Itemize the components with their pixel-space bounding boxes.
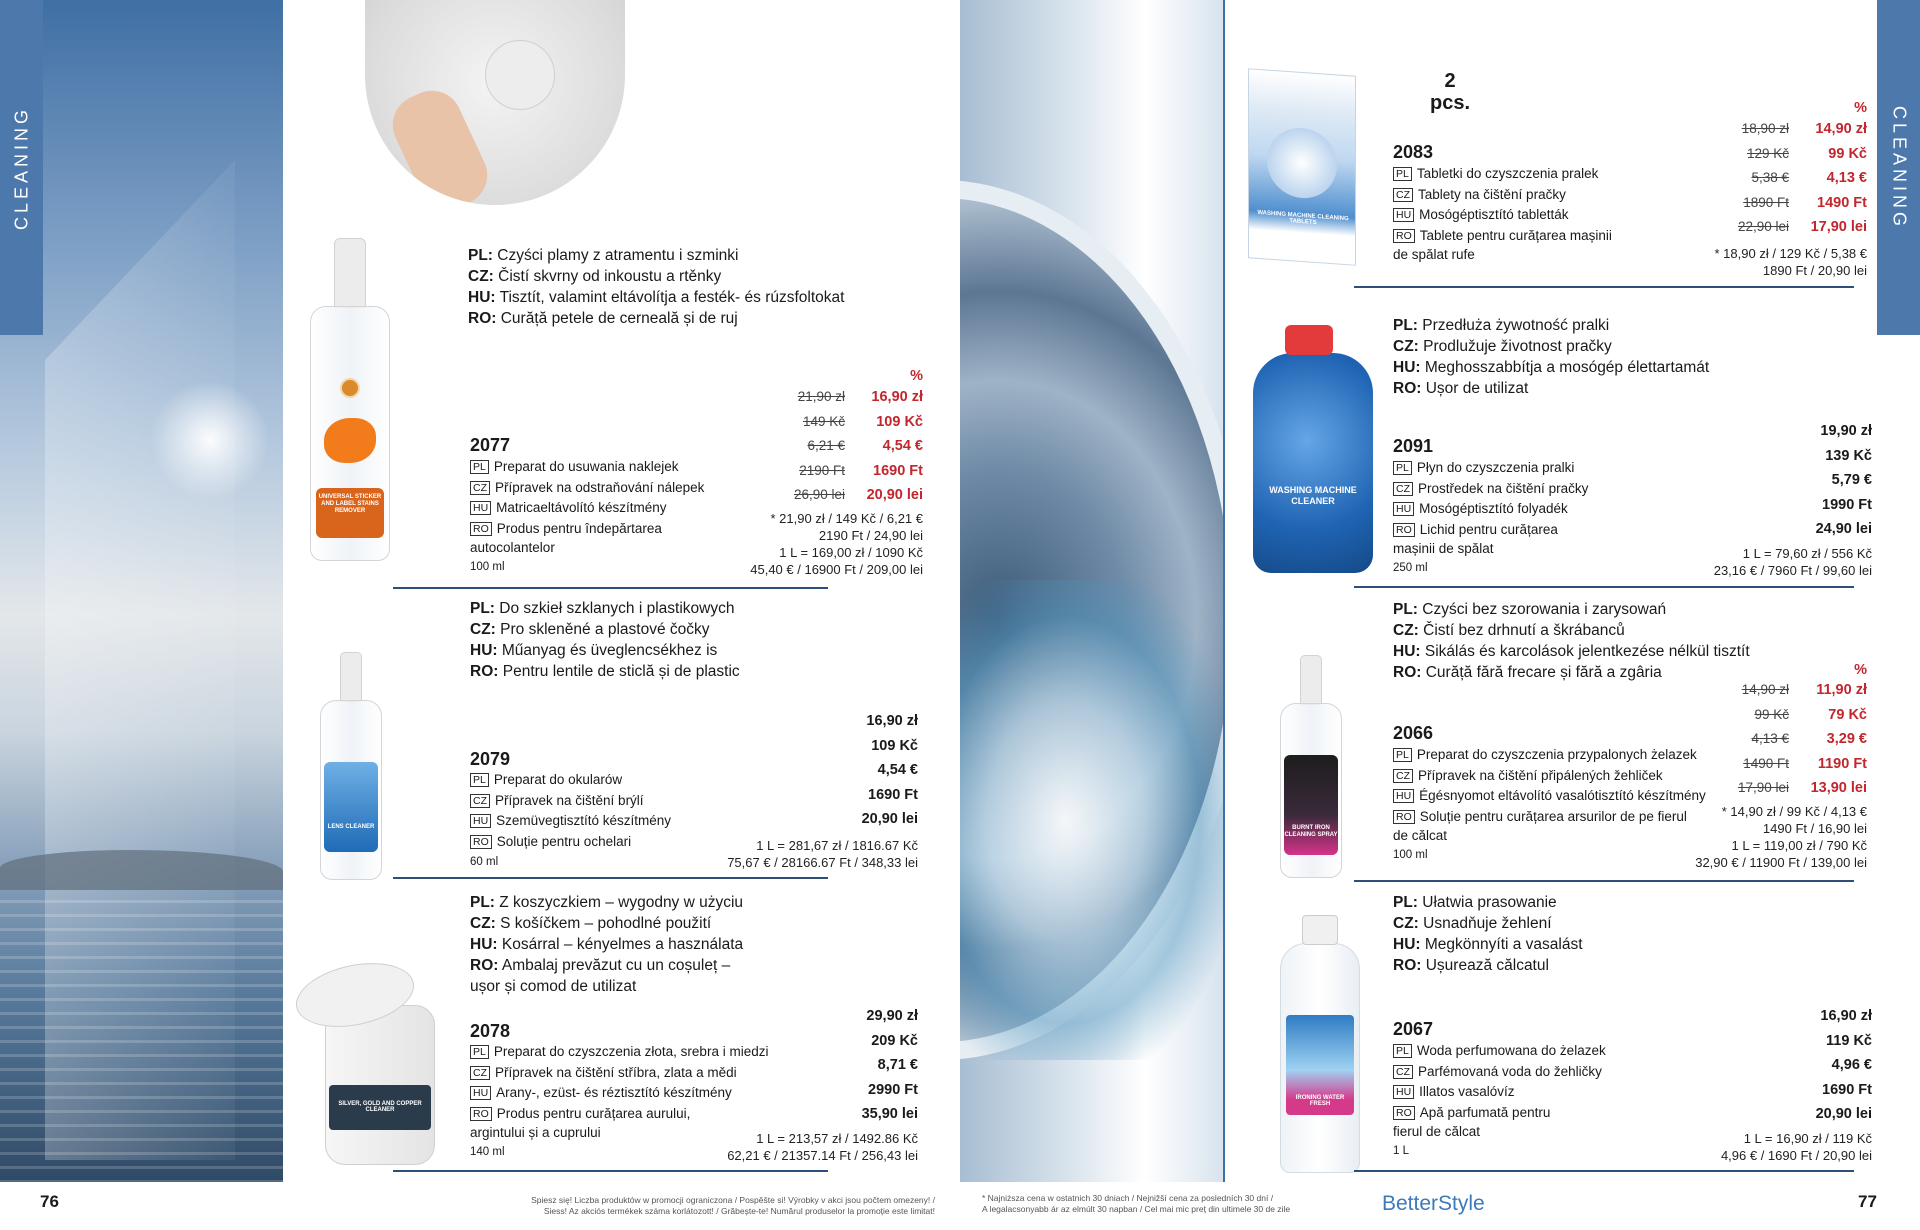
section-divider xyxy=(1354,880,1854,882)
spray-cap xyxy=(334,238,366,308)
product-code: 2083 xyxy=(1393,142,1434,162)
product-2077-prices: 21,90 zł 16,90 zł 149 Kč 109 Kč 6,21 € 4,54 € 2190 Ft 1690 Ft 26,90 lei 20,90 lei xyxy=(793,389,923,503)
product-2078-description: PL: Z koszyczkiem – wygodny w użyciu CZ: S košíčkem – pohodlné použití HU: Kosárral – kényelmes a használata RO: Ambalaj prevăzut cu un coșuleț – ușor și comod de utilizat xyxy=(470,894,744,995)
product-2078-prices: 29,90 zł 209 Kč 8,71 € 2990 Ft 35,90 lei xyxy=(861,1008,918,1122)
product-image-2078 xyxy=(285,965,445,1175)
product-2091-description: PL: Przedłuża żywotność pralki CZ: Prodlužuje životnost pračky HU: Meghosszabbítja a mosógép élettartamát RO: Ușor de utilizat xyxy=(1393,317,1710,397)
product-2066-prices: 14,90 zł 11,90 zł 99 Kč 79 Kč 4,13 € 3,29 € 1490 Ft 1190 Ft 17,90 lei 13,90 lei xyxy=(1737,682,1867,796)
spray-cap xyxy=(340,652,362,702)
product-image-2091 xyxy=(1245,325,1380,575)
category-label: CLEANING xyxy=(11,105,31,230)
product-image-2077 xyxy=(310,238,390,563)
distant-hill xyxy=(0,850,283,890)
sun-glow xyxy=(150,380,270,500)
washing-machine-drum-photo xyxy=(960,0,1224,1182)
package-text: BURNT IRON CLEANING SPRAY xyxy=(1284,825,1338,838)
package-text: UNIVERSAL STICKER AND LABEL STAINS REMOVER xyxy=(318,494,382,514)
product-image-2067 xyxy=(1280,915,1360,1175)
bottle-body xyxy=(1253,353,1373,573)
package-text: WASHING MACHINE CLEANER xyxy=(1269,485,1357,506)
discount-percent-icon: % xyxy=(1854,100,1867,116)
water-splash xyxy=(960,580,1224,1060)
package-text: LENS CLEANER xyxy=(327,824,375,830)
category-label: CLEANING xyxy=(1889,105,1909,230)
product-2083-unit-prices: * 18,90 zł / 129 Kč / 5,38 € 1890 Ft / 20,90 lei xyxy=(1714,246,1867,278)
product-code: 2077 xyxy=(470,435,511,455)
product-2077-names: PL Preparat do usuwania naklejek CZ Přípravek na odstraňování nálepek HU Matricaeltávolító készítmény RO Produs pentru îndepărtarea autocolantelor 100 ml xyxy=(470,459,705,573)
product-2079-unit-prices: 1 L = 281,67 zł / 1816.67 Kč 75,67 € / 28166.67 Ft / 348,33 lei xyxy=(727,838,918,870)
footer-promo-note: Spiesz się! Liczba produktów w promocji ograniczona / Pospěšte si! Výrobky v akci jsou počtem omezeny! / Siess! Az akciós termékek száma korlátozott! / Grăbește-te! Numărul produselor la promoție este limitat! xyxy=(531,1195,935,1216)
tablet-image xyxy=(1267,126,1337,201)
product-code: 2091 xyxy=(1393,436,1434,456)
product-2066-description: PL: Czyści bez szorowania i zarysowań CZ: Čistí bez drhnutí a škrábanců HU: Sikálás és karcolások jelentkezése nélkül tisztít RO: Curăță fără frecare și fără a zgâria xyxy=(1393,601,1750,681)
product-2077-unit-prices: * 21,90 zł / 149 Kč / 6,21 € 2190 Ft / 24,90 lei 1 L = 169,00 zł / 1090 Kč 45,40 € / 16900 Ft / 209,00 lei xyxy=(750,511,923,577)
product-label xyxy=(1284,755,1338,855)
product-2091-unit-prices: 1 L = 79,60 zł / 556 Kč 23,16 € / 7960 Ft / 99,60 lei xyxy=(1713,546,1872,578)
product-image-2066 xyxy=(1280,655,1342,880)
product-code: 2079 xyxy=(470,749,511,769)
product-label xyxy=(1286,1015,1354,1115)
section-divider xyxy=(393,877,828,879)
sticker-shape xyxy=(485,40,555,110)
product-code: 2078 xyxy=(470,1021,511,1041)
product-2083-names: PL Tabletki do czyszczenia pralek CZ Tablety na čištění pračky HU Mosógéptisztító tabletták RO Tablete pentru curățarea mașinii de spălat rufe xyxy=(1393,166,1612,262)
page-divider-line xyxy=(1223,0,1225,1182)
product-code: 2066 xyxy=(1393,723,1434,743)
bottle-cap xyxy=(1302,915,1338,945)
product-2083-prices: 18,90 zł 14,90 zł 129 Kč 99 Kč 5,38 € 4,13 € 1890 Ft 1490 Ft 22,90 lei 17,90 lei xyxy=(1737,121,1867,235)
product-2077-description: PL: Czyści plamy z atramentu i szminki CZ: Čistí skvrny od inkoustu a rtěnky HU: Tisztít, valamint eltávolítja a festék- és rúzsfoltokat RO: Curăță petele de cerneală și de ruj xyxy=(468,247,845,327)
product-code: 2067 xyxy=(1393,1019,1434,1039)
product-2067-prices: 16,90 zł 119 Kč 4,96 € 1690 Ft 20,90 lei xyxy=(1815,1008,1872,1122)
product-2079-prices: 16,90 zł 109 Kč 4,54 € 1690 Ft 20,90 lei xyxy=(861,713,918,827)
product-image-2083 xyxy=(1248,68,1356,266)
discount-percent-icon: % xyxy=(910,368,923,384)
section-divider xyxy=(1354,286,1854,288)
product-2078-names: PL Preparat do czyszczenia złota, srebra i miedzi CZ Přípravek na čištění stříbra, zlata a mědi HU Arany-, ezüst- és réztisztító készítmény RO Produs pentru curățarea aurului, argintului și a cuprului 140 ml xyxy=(470,1044,769,1158)
product-image-2079 xyxy=(320,652,382,882)
footer-lowest-price-note: * Najniższa cena w ostatnich 30 dniach / Nejnižší cena za posledních 30 dní / A legalacsonyabb ár az elmúlt 30 napban / Cel mai mic preț din ultimele 30 de zile xyxy=(982,1193,1291,1214)
package-text: WASHING MACHINE CLEANING TABLETS xyxy=(1257,209,1349,227)
package-text: SILVER, GOLD AND COPPER CLEANER xyxy=(338,1101,422,1113)
product-2067-description: PL: Ułatwia prasowanie CZ: Usnadňuje žehlení HU: Megkönnyíti a vasalást RO: Ușurează călcatul xyxy=(1393,894,1583,974)
page-number-right: 77 xyxy=(1858,1192,1877,1211)
category-tab-left xyxy=(0,0,43,335)
orange-drop-label xyxy=(324,418,376,463)
pack-count-badge: 2 pcs. xyxy=(1429,70,1471,114)
product-2079-description: PL: Do szkieł szklanych i plastikowych CZ: Pro skleněné a plastové čočky HU: Műanyag és üveglencsékhez is RO: Pentru lentile de sticlă și de plastic xyxy=(470,600,740,680)
product-2078-unit-prices: 1 L = 213,57 zł / 1492.86 Kč 62,21 € / 21357.14 Ft / 256,43 lei xyxy=(727,1131,918,1163)
product-2066-unit-prices: * 14,90 zł / 99 Kč / 4,13 € 1490 Ft / 16,90 lei 1 L = 119,00 zł / 790 Kč 32,90 € / 11900 Ft / 139,00 lei xyxy=(1695,804,1867,870)
brand-logo-icon xyxy=(340,378,360,398)
category-tab-right xyxy=(1877,0,1920,335)
brand-logo: BetterStyle xyxy=(1382,1192,1485,1215)
product-label xyxy=(316,488,384,538)
page-number-left: 76 xyxy=(40,1192,59,1211)
water-ripples xyxy=(0,900,283,1182)
product-2091-names: PL Płyn do czyszczenia pralki CZ Prostředek na čištění pračky HU Mosógéptisztító folyadék RO Lichid pentru curățarea mașinii de spălat 250 ml xyxy=(1393,460,1589,574)
product-2091-prices: 19,90 zł 139 Kč 5,79 € 1990 Ft 24,90 lei xyxy=(1815,423,1872,537)
section-divider xyxy=(1354,1170,1854,1172)
discount-percent-icon: % xyxy=(1854,662,1867,678)
section-divider xyxy=(1354,586,1854,588)
product-label xyxy=(329,1085,431,1130)
product-2079-names: PL Preparat do okularów CZ Přípravek na čištění brýlí HU Szemüvegtisztító készítmény RO Soluție pentru ochelari 60 ml xyxy=(470,772,671,868)
product-2066-names: PL Preparat do czyszczenia przypalonych żelazek CZ Přípravek na čištění připálených žehliček HU Égésnyomot eltávolító vasalótisztító készítmény RO Soluție pentru curățarea arsurilor de pe fierul de călcat 100 ml xyxy=(1393,747,1706,861)
hand-peeling-sticker-image xyxy=(365,0,625,205)
section-divider xyxy=(393,587,828,589)
spray-cap xyxy=(1300,655,1322,705)
hand-shape xyxy=(383,81,497,205)
product-2067-names: PL Woda perfumowana do żelazek CZ Parfémovaná voda do žehličky HU Illatos vasalóvíz RO Apă parfumată pentru fierul de călcat 1 L xyxy=(1393,1043,1606,1157)
product-2067-unit-prices: 1 L = 16,90 zł / 119 Kč 4,96 € / 1690 Ft / 20,90 lei xyxy=(1720,1131,1872,1163)
package-text: IRONING WATER FRESH xyxy=(1295,1095,1345,1107)
section-divider xyxy=(393,1170,828,1172)
product-label xyxy=(324,762,378,852)
bottle-cap xyxy=(1285,325,1333,355)
